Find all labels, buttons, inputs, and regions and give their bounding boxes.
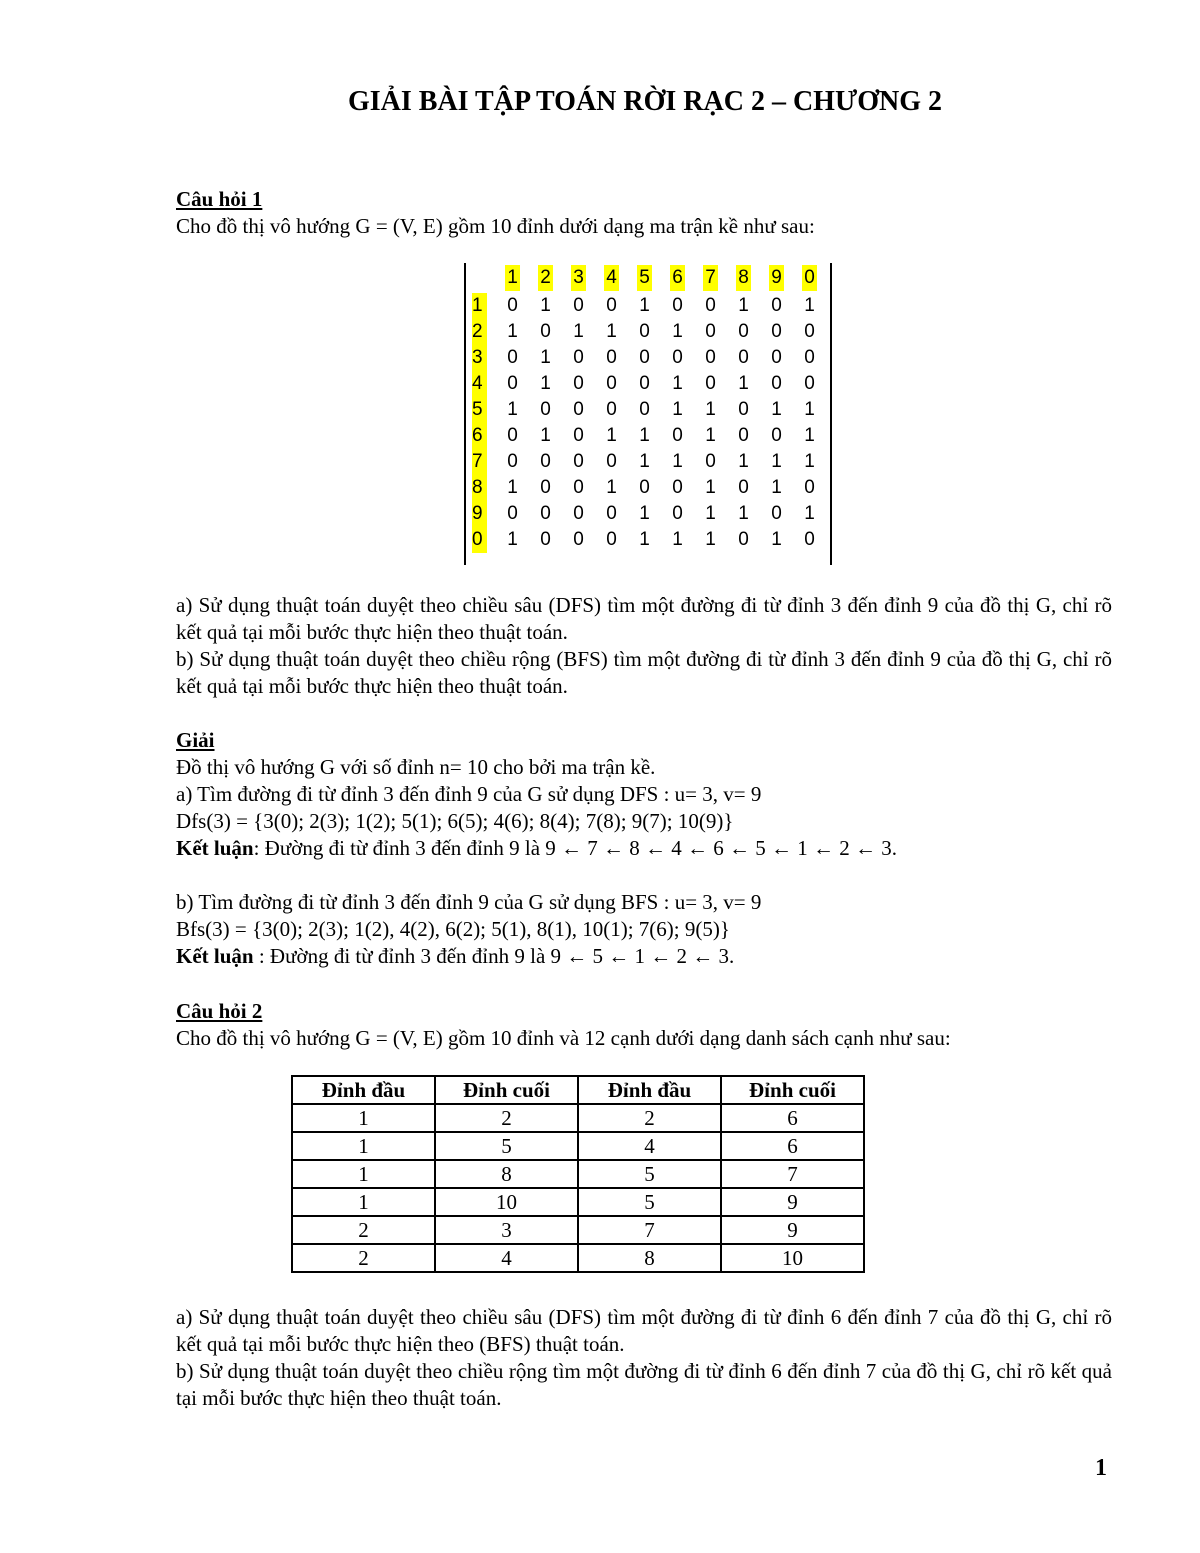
matrix-cell: 0 bbox=[573, 451, 584, 472]
table-cell: 2 bbox=[435, 1104, 578, 1132]
question-2-part-b: b) Sử dụng thuật toán duyệt theo chiều rộng tìm một đường đi từ đỉnh 6 đến đỉnh 7 của đồ thị G, chỉ rõ kết quả tại mỗi bước thực hiện theo thuật toán. bbox=[176, 1359, 1112, 1410]
matrix-cell: 1 bbox=[771, 529, 782, 550]
matrix-cell: 0 bbox=[606, 295, 617, 316]
matrix-col-header: 3 bbox=[562, 265, 595, 291]
solution-heading: Giải bbox=[176, 728, 215, 752]
matrix-col-header: 9 bbox=[760, 265, 793, 291]
matrix-cell: 1 bbox=[639, 451, 650, 472]
matrix-row-header: 3 bbox=[466, 345, 496, 371]
matrix-cell: 1 bbox=[771, 451, 782, 472]
dfs-result: Dfs(3) = {3(0); 2(3); 1(2); 5(1); 6(5); 4(6); 8(4); 7(8); 9(7); 10(9)} bbox=[176, 809, 734, 833]
matrix-cell: 1 bbox=[804, 399, 815, 420]
matrix-cell: 0 bbox=[804, 477, 815, 498]
matrix-row bbox=[466, 501, 826, 527]
table-cell: 4 bbox=[435, 1244, 578, 1272]
matrix-cell: 0 bbox=[705, 295, 716, 316]
table-cell: 9 bbox=[721, 1188, 864, 1216]
table-cell: 1 bbox=[292, 1104, 435, 1132]
matrix-cell: 0 bbox=[738, 347, 749, 368]
matrix-cell: 1 bbox=[672, 451, 683, 472]
table-header-row bbox=[292, 1076, 864, 1104]
matrix-cell: 1 bbox=[606, 321, 617, 342]
edge-list-table bbox=[291, 1075, 865, 1273]
matrix-cell: 1 bbox=[606, 477, 617, 498]
matrix-cell: 0 bbox=[540, 477, 551, 498]
matrix-cell: 0 bbox=[540, 451, 551, 472]
question-2-part-a: a) Sử dụng thuật toán duyệt theo chiều sâu (DFS) tìm một đường đi từ đỉnh 6 đến đỉnh 7 của đồ thị G, chỉ rõ kết quả tại mỗi bước thực hiện theo (BFS) thuật toán. bbox=[176, 1305, 1112, 1356]
table-cell: 9 bbox=[721, 1216, 864, 1244]
table-cell: 1 bbox=[292, 1132, 435, 1160]
matrix-row-header: 2 bbox=[466, 319, 496, 345]
table-cell: 8 bbox=[435, 1160, 578, 1188]
matrix-row bbox=[466, 527, 826, 553]
matrix-cell: 1 bbox=[639, 295, 650, 316]
matrix-cell: 0 bbox=[738, 529, 749, 550]
matrix-cell: 0 bbox=[705, 451, 716, 472]
matrix-cell: 0 bbox=[606, 529, 617, 550]
question-1-part-a: a) Sử dụng thuật toán duyệt theo chiều sâu (DFS) tìm một đường đi từ đỉnh 3 đến đỉnh 9 của đồ thị G, chỉ rõ kết quả tại mỗi bước thực hiện theo thuật toán. bbox=[176, 593, 1112, 644]
matrix-cell: 0 bbox=[705, 373, 716, 394]
matrix-row-header: 0 bbox=[466, 527, 496, 553]
matrix-cell: 1 bbox=[672, 399, 683, 420]
matrix-col-header: 2 bbox=[529, 265, 562, 291]
adjacency-matrix bbox=[464, 263, 832, 565]
question-1-intro: Cho đồ thị vô hướng G = (V, E) gồm 10 đỉnh dưới dạng ma trận kề như sau: bbox=[176, 214, 815, 238]
question-1-part-b: b) Sử dụng thuật toán duyệt theo chiều rộng (BFS) tìm một đường đi từ đỉnh 3 đến đỉnh 9 của đồ thị G, chỉ rõ kết quả tại mỗi bước thực hiện theo thuật toán. bbox=[176, 647, 1112, 698]
solution-part-b: b) Tìm đường đi từ đỉnh 3 đến đỉnh 9 của G sử dụng BFS : u= 3, v= 9 bbox=[176, 890, 762, 914]
bfs-conclusion bbox=[176, 943, 1112, 970]
matrix-row-header: 1 bbox=[466, 293, 496, 319]
matrix-cell: 0 bbox=[672, 347, 683, 368]
question-2-heading: Câu hỏi 2 bbox=[176, 999, 263, 1023]
table-row bbox=[292, 1244, 864, 1272]
matrix-cell: 1 bbox=[507, 477, 518, 498]
table-cell: 8 bbox=[578, 1244, 721, 1272]
matrix-cell: 1 bbox=[540, 295, 551, 316]
matrix-cell: 0 bbox=[771, 321, 782, 342]
matrix-row-header: 6 bbox=[466, 423, 496, 449]
matrix-col-header: 4 bbox=[595, 265, 628, 291]
question-2-parts bbox=[176, 1304, 1112, 1412]
matrix-cell: 1 bbox=[639, 503, 650, 524]
edge-table-body bbox=[292, 1104, 864, 1272]
table-cell: 7 bbox=[721, 1160, 864, 1188]
table-cell: 1 bbox=[292, 1160, 435, 1188]
matrix-row bbox=[466, 293, 826, 319]
matrix-cell: 0 bbox=[672, 295, 683, 316]
matrix-cell: 1 bbox=[507, 529, 518, 550]
question-2-intro: Cho đồ thị vô hướng G = (V, E) gồm 10 đỉnh và 12 cạnh dưới dạng danh sách cạnh như sau: bbox=[176, 1026, 951, 1050]
matrix-cell: 0 bbox=[639, 347, 650, 368]
matrix-row-header: 8 bbox=[466, 475, 496, 501]
matrix-cell: 1 bbox=[738, 373, 749, 394]
matrix-cell: 1 bbox=[672, 373, 683, 394]
table-header: Đỉnh cuối bbox=[721, 1076, 864, 1104]
matrix-cell: 0 bbox=[804, 347, 815, 368]
matrix-cell: 0 bbox=[804, 529, 815, 550]
matrix-cell: 1 bbox=[606, 425, 617, 446]
matrix-cell: 1 bbox=[705, 503, 716, 524]
matrix-cell: 0 bbox=[573, 477, 584, 498]
conclusion-label: Kết luận bbox=[176, 836, 254, 860]
matrix-cell: 1 bbox=[639, 425, 650, 446]
conclusion-text: : Đường đi từ đỉnh 3 đến đỉnh 9 là 9 ← 5 ← 1 ← 2 ← 3. bbox=[253, 944, 735, 968]
matrix-cell: 0 bbox=[540, 529, 551, 550]
matrix-cell: 1 bbox=[804, 451, 815, 472]
matrix-col-header: 1 bbox=[496, 265, 529, 291]
matrix-cell: 0 bbox=[672, 425, 683, 446]
table-cell: 3 bbox=[435, 1216, 578, 1244]
table-row bbox=[292, 1188, 864, 1216]
solution-line-1: Đồ thị vô hướng G với số đỉnh n= 10 cho bởi ma trận kề. bbox=[176, 755, 656, 779]
matrix-row-header: 5 bbox=[466, 397, 496, 423]
matrix-cell: 1 bbox=[771, 399, 782, 420]
question-1-parts bbox=[176, 592, 1112, 700]
table-row bbox=[292, 1160, 864, 1188]
matrix-row bbox=[466, 397, 826, 423]
bfs-result: Bfs(3) = {3(0); 2(3); 1(2), 4(2), 6(2); 5(1), 8(1), 10(1); 7(6); 9(5)} bbox=[176, 917, 730, 941]
matrix-cell: 0 bbox=[738, 477, 749, 498]
matrix-cell: 1 bbox=[540, 347, 551, 368]
table-row bbox=[292, 1104, 864, 1132]
table-cell: 7 bbox=[578, 1216, 721, 1244]
table-cell: 10 bbox=[435, 1188, 578, 1216]
matrix-cell: 0 bbox=[573, 399, 584, 420]
matrix-cell: 0 bbox=[639, 399, 650, 420]
matrix-cell: 0 bbox=[507, 451, 518, 472]
table-cell: 4 bbox=[578, 1132, 721, 1160]
matrix-cell: 0 bbox=[639, 373, 650, 394]
matrix-cell: 0 bbox=[573, 425, 584, 446]
matrix-cell: 0 bbox=[573, 373, 584, 394]
page-title: GIẢI BÀI TẬP TOÁN RỜI RẠC 2 – CHƯƠNG 2 bbox=[347, 86, 943, 117]
matrix-cell: 0 bbox=[573, 503, 584, 524]
table-row bbox=[292, 1132, 864, 1160]
matrix-cell: 1 bbox=[771, 477, 782, 498]
matrix-cell: 1 bbox=[573, 321, 584, 342]
matrix-row bbox=[466, 449, 826, 475]
solution-part-a: a) Tìm đường đi từ đỉnh 3 đến đỉnh 9 của G sử dụng DFS : u= 3, v= 9 bbox=[176, 782, 762, 806]
matrix-cell: 1 bbox=[738, 503, 749, 524]
dfs-conclusion bbox=[176, 835, 1112, 862]
matrix-cell: 1 bbox=[705, 529, 716, 550]
table-header: Đỉnh đầu bbox=[578, 1076, 721, 1104]
matrix-cell: 1 bbox=[804, 295, 815, 316]
matrix-cell: 0 bbox=[738, 399, 749, 420]
matrix-cell: 1 bbox=[705, 399, 716, 420]
table-cell: 2 bbox=[292, 1244, 435, 1272]
conclusion-text: : Đường đi từ đỉnh 3 đến đỉnh 9 là 9 ← 7 ← 8 ← 4 ← 6 ← 5 ← 1 ← 2 ← 3. bbox=[253, 836, 898, 860]
matrix-cell: 0 bbox=[606, 347, 617, 368]
table-cell: 1 bbox=[292, 1188, 435, 1216]
matrix-cell: 0 bbox=[771, 373, 782, 394]
matrix-cell: 1 bbox=[639, 529, 650, 550]
matrix-row-header: 9 bbox=[466, 501, 496, 527]
matrix-row bbox=[466, 371, 826, 397]
matrix-row bbox=[466, 319, 826, 345]
table-cell: 5 bbox=[435, 1132, 578, 1160]
matrix-cell: 0 bbox=[804, 373, 815, 394]
table-cell: 6 bbox=[721, 1132, 864, 1160]
matrix-cell: 0 bbox=[507, 425, 518, 446]
matrix-cell: 0 bbox=[672, 477, 683, 498]
matrix-cell: 0 bbox=[771, 503, 782, 524]
matrix-cell: 0 bbox=[606, 503, 617, 524]
matrix-cell: 0 bbox=[705, 321, 716, 342]
matrix-cell: 0 bbox=[507, 295, 518, 316]
matrix-cell: 0 bbox=[705, 347, 716, 368]
matrix-cell: 0 bbox=[507, 347, 518, 368]
matrix-row bbox=[466, 423, 826, 449]
matrix-cell: 0 bbox=[606, 451, 617, 472]
matrix-col-header: 8 bbox=[727, 265, 760, 291]
matrix-cell: 1 bbox=[804, 425, 815, 446]
matrix-col-header: 7 bbox=[694, 265, 727, 291]
matrix-row-header: 7 bbox=[466, 449, 496, 475]
question-1-heading: Câu hỏi 1 bbox=[176, 187, 263, 211]
matrix-cell: 1 bbox=[672, 321, 683, 342]
matrix-cell: 0 bbox=[573, 529, 584, 550]
page-number: 1 bbox=[1095, 1455, 1107, 1481]
matrix-col-header: 6 bbox=[661, 265, 694, 291]
matrix-cell: 1 bbox=[507, 399, 518, 420]
matrix-cell: 1 bbox=[738, 295, 749, 316]
matrix-cell: 1 bbox=[705, 477, 716, 498]
matrix-cell: 1 bbox=[507, 321, 518, 342]
matrix-cell: 0 bbox=[507, 503, 518, 524]
matrix-cell: 0 bbox=[540, 399, 551, 420]
matrix-row bbox=[466, 475, 826, 501]
matrix-cell: 0 bbox=[639, 477, 650, 498]
table-cell: 5 bbox=[578, 1188, 721, 1216]
matrix-row bbox=[466, 345, 826, 371]
table-header: Đỉnh đầu bbox=[292, 1076, 435, 1104]
matrix-cell: 0 bbox=[573, 347, 584, 368]
matrix-cell: 0 bbox=[804, 321, 815, 342]
matrix-cell: 0 bbox=[771, 347, 782, 368]
matrix-cell: 0 bbox=[573, 295, 584, 316]
table-cell: 2 bbox=[578, 1104, 721, 1132]
table-row bbox=[292, 1216, 864, 1244]
table-cell: 6 bbox=[721, 1104, 864, 1132]
question-1-section bbox=[176, 186, 1112, 240]
solution-section bbox=[176, 727, 1112, 970]
matrix-cell: 0 bbox=[606, 373, 617, 394]
matrix-cell: 0 bbox=[606, 399, 617, 420]
matrix-cell: 0 bbox=[672, 503, 683, 524]
matrix-cell: 0 bbox=[738, 321, 749, 342]
matrix-cell: 0 bbox=[738, 425, 749, 446]
matrix-cell: 1 bbox=[540, 373, 551, 394]
matrix-row-header: 4 bbox=[466, 371, 496, 397]
question-2-section bbox=[176, 998, 1112, 1052]
table-cell: 2 bbox=[292, 1216, 435, 1244]
matrix-cell: 0 bbox=[507, 373, 518, 394]
matrix-cell: 0 bbox=[540, 321, 551, 342]
matrix-cell: 0 bbox=[771, 425, 782, 446]
matrix-header-row bbox=[466, 265, 826, 291]
matrix-cell: 0 bbox=[639, 321, 650, 342]
matrix-cell: 1 bbox=[705, 425, 716, 446]
conclusion-label: Kết luận bbox=[176, 944, 254, 968]
matrix-cell: 1 bbox=[672, 529, 683, 550]
matrix-cell: 1 bbox=[738, 451, 749, 472]
matrix-cell: 1 bbox=[804, 503, 815, 524]
table-cell: 5 bbox=[578, 1160, 721, 1188]
matrix-col-header: 0 bbox=[793, 265, 826, 291]
matrix-cell: 1 bbox=[540, 425, 551, 446]
table-header: Đỉnh cuối bbox=[435, 1076, 578, 1104]
matrix-cell: 0 bbox=[771, 295, 782, 316]
matrix-cell: 0 bbox=[540, 503, 551, 524]
table-cell: 10 bbox=[721, 1244, 864, 1272]
matrix-col-header: 5 bbox=[628, 265, 661, 291]
